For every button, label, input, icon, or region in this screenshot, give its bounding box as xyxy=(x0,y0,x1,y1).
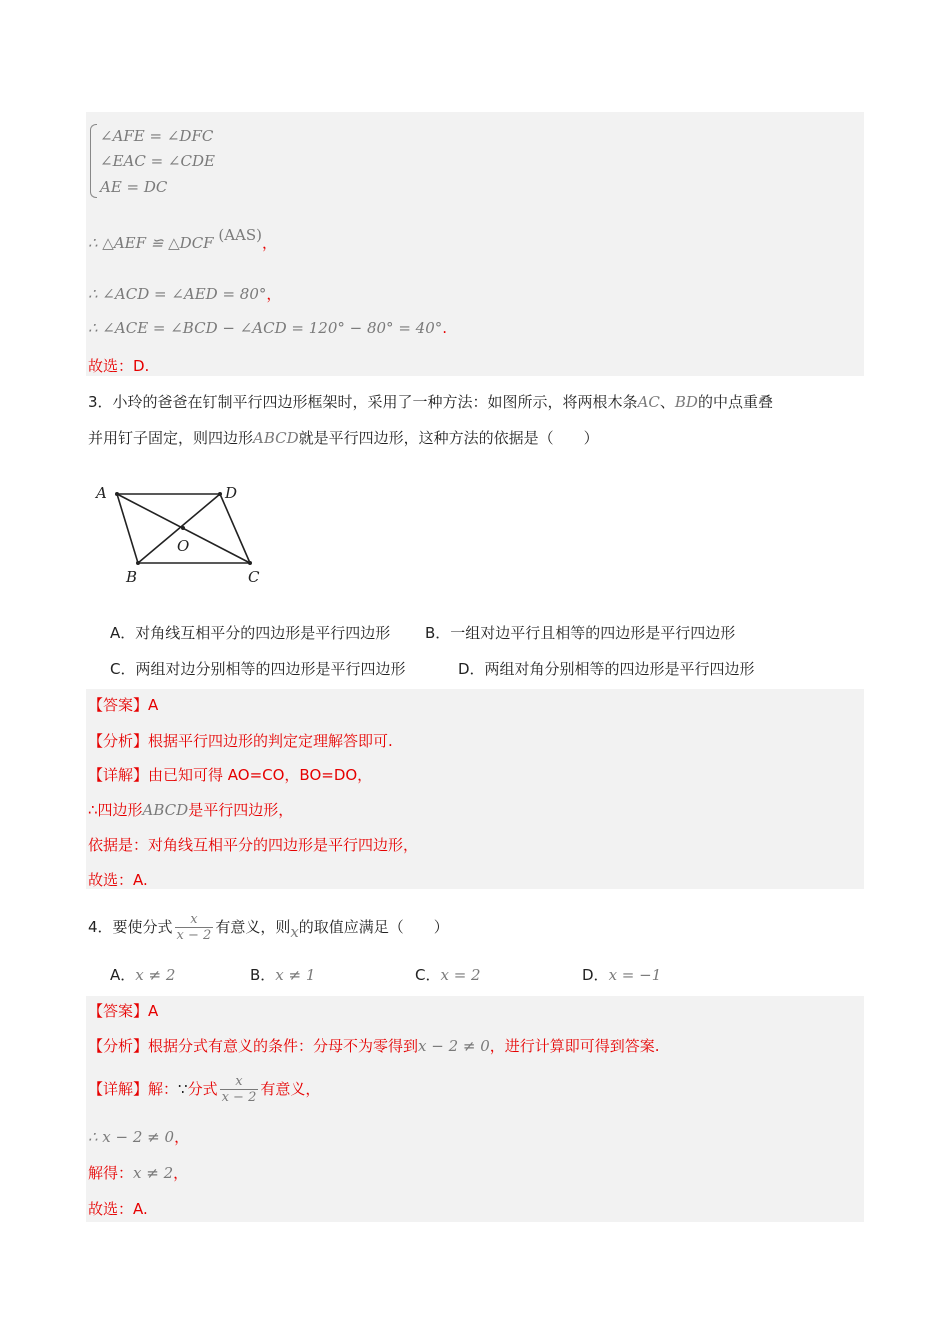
q3-option-c[interactable]: C．两组对边分别相等的四边形是平行四边形 xyxy=(110,660,406,678)
q4-analysis-a: 【分析】根据分式有意义的条件：分母不为零得到 xyxy=(88,1037,419,1055)
q3-option-a[interactable]: A．对角线互相平分的四边形是平行四边形 xyxy=(110,624,391,642)
q3-option-d[interactable]: D．两组对角分别相等的四边形是平行四边形 xyxy=(458,660,755,678)
q4-detail-fraction xyxy=(220,1074,259,1105)
angle-calc-math: ∴ ∠ACE = ∠BCD − ∠ACD = 120° − 80° = 40° xyxy=(88,319,443,337)
side-ba xyxy=(117,494,138,563)
q3-answer: 【答案】A xyxy=(88,696,159,714)
q4-option-c-label: C． xyxy=(415,966,441,984)
q3-abcd: ABCD xyxy=(253,429,299,447)
q4-analysis-math: x − 2 ≠ 0 xyxy=(418,1037,490,1055)
q4-option-a[interactable] xyxy=(110,965,175,985)
q3-step-1 xyxy=(88,800,293,820)
solution-block-2 xyxy=(86,689,864,889)
q4-suffix: 的取值应满足（ ） xyxy=(298,918,449,936)
q3-choice: 故选：A. xyxy=(88,871,148,889)
label-d: D xyxy=(225,484,238,502)
q3-suffix: 的中点重叠 xyxy=(697,393,773,411)
comma: ， xyxy=(173,1164,189,1182)
q3-ac: AC xyxy=(637,393,660,411)
q4-option-d-math: x = −1 xyxy=(608,966,662,984)
q4-answer: 【答案】A xyxy=(88,1002,159,1020)
q4-fraction xyxy=(175,912,214,943)
q4-step1-math: ∴ x − 2 ≠ 0 xyxy=(88,1128,175,1146)
comma: ， xyxy=(174,1128,190,1146)
angle-equality-math: ∴ ∠ACD = ∠AED = 80° xyxy=(88,285,267,303)
q4-choice: 故选：A. xyxy=(88,1200,148,1218)
congruence-math: ∴ △AEF ≌ △DCF xyxy=(88,234,214,252)
label-c: C xyxy=(248,568,260,586)
system-line-3: AE = DC xyxy=(100,178,168,196)
q4-step2-math: x ≠ 2 xyxy=(133,1164,174,1182)
q4-stem xyxy=(88,912,449,943)
solution-block-3 xyxy=(86,996,864,1222)
q3-analysis: 【分析】根据平行四边形的判定定理解答即可. xyxy=(88,732,393,750)
q3-step1-a: ∴四边形 xyxy=(88,801,143,819)
comma: ， xyxy=(262,234,278,252)
q4-option-c-math: x = 2 xyxy=(440,966,481,984)
q4-frac-num: x xyxy=(190,912,198,927)
aas-note: (AAS) xyxy=(218,226,263,244)
q4-option-a-label: A． xyxy=(110,966,136,984)
q4-detail xyxy=(88,1072,320,1106)
q4-option-b-math: x ≠ 1 xyxy=(275,966,316,984)
q3-line2-a: 并用钉子固定，则四边形 xyxy=(88,429,254,447)
period: . xyxy=(442,319,448,337)
q4-option-d-label: D． xyxy=(582,966,609,984)
comma: ， xyxy=(266,285,282,303)
q4-detail-b: 分式 xyxy=(187,1080,218,1098)
q4-middle: 有意义，则 xyxy=(215,918,291,936)
q4-prefix: 4．要使分式 xyxy=(88,918,173,936)
q4-step2-label: 解得： xyxy=(88,1164,134,1182)
angle-calc-line xyxy=(88,318,447,338)
side-dc xyxy=(220,494,250,563)
q3-line-2 xyxy=(88,428,599,448)
block1-choice: 故选：D. xyxy=(88,357,150,375)
q4-detail-a: 【详解】解： xyxy=(88,1080,179,1098)
because-symbol: ∵ xyxy=(178,1080,188,1098)
q3-detail: 【详解】由已知可得 AO=CO，BO=DO， xyxy=(88,766,373,784)
q4-option-c[interactable] xyxy=(415,965,481,985)
angle-equality-line xyxy=(88,284,281,304)
system-line-1: ∠AFE = ∠DFC xyxy=(100,127,214,145)
q4-detail-frac-num: x xyxy=(235,1074,243,1089)
q3-line2-b: 就是平行四边形，这种方法的依据是（ ） xyxy=(298,429,599,447)
q3-step1-b: 是平行四边形， xyxy=(188,801,294,819)
label-a: A xyxy=(96,484,107,502)
q4-analysis xyxy=(88,1036,660,1056)
system-line-2: ∠EAC = ∠CDE xyxy=(100,152,215,170)
q4-option-b[interactable] xyxy=(250,965,315,985)
q3-option-b[interactable]: B．一组对边平行且相等的四边形是平行四边形 xyxy=(425,624,736,642)
congruence-line xyxy=(88,226,278,253)
parallelogram-figure xyxy=(90,478,280,588)
q3-step1-abcd: ABCD xyxy=(142,801,189,819)
q3-prefix: 3．小玲的爸爸在钉制平行四边形框架时，采用了一种方法：如图所示，将两根木条 xyxy=(88,393,638,411)
q4-detail-c: 有意义， xyxy=(260,1080,321,1098)
q4-detail-frac-den: x − 2 xyxy=(221,1090,257,1105)
q4-option-d[interactable] xyxy=(582,965,661,985)
q4-step-1 xyxy=(88,1127,189,1147)
q4-option-a-math: x ≠ 2 xyxy=(135,966,176,984)
q4-analysis-b: ，进行计算即可得到答案. xyxy=(489,1037,660,1055)
label-o: O xyxy=(177,537,190,555)
system-brace xyxy=(90,124,97,198)
q3-step-2: 依据是：对角线互相平分的四边形是平行四边形， xyxy=(88,836,419,854)
label-b: B xyxy=(126,568,138,586)
q4-var: x xyxy=(290,923,299,941)
q4-option-b-label: B． xyxy=(250,966,276,984)
q3-bd: BD xyxy=(674,393,698,411)
q4-step-2 xyxy=(88,1163,188,1183)
q3-sep: 、 xyxy=(659,393,675,411)
q3-line-1 xyxy=(88,392,773,412)
q4-frac-den: x − 2 xyxy=(176,928,212,943)
